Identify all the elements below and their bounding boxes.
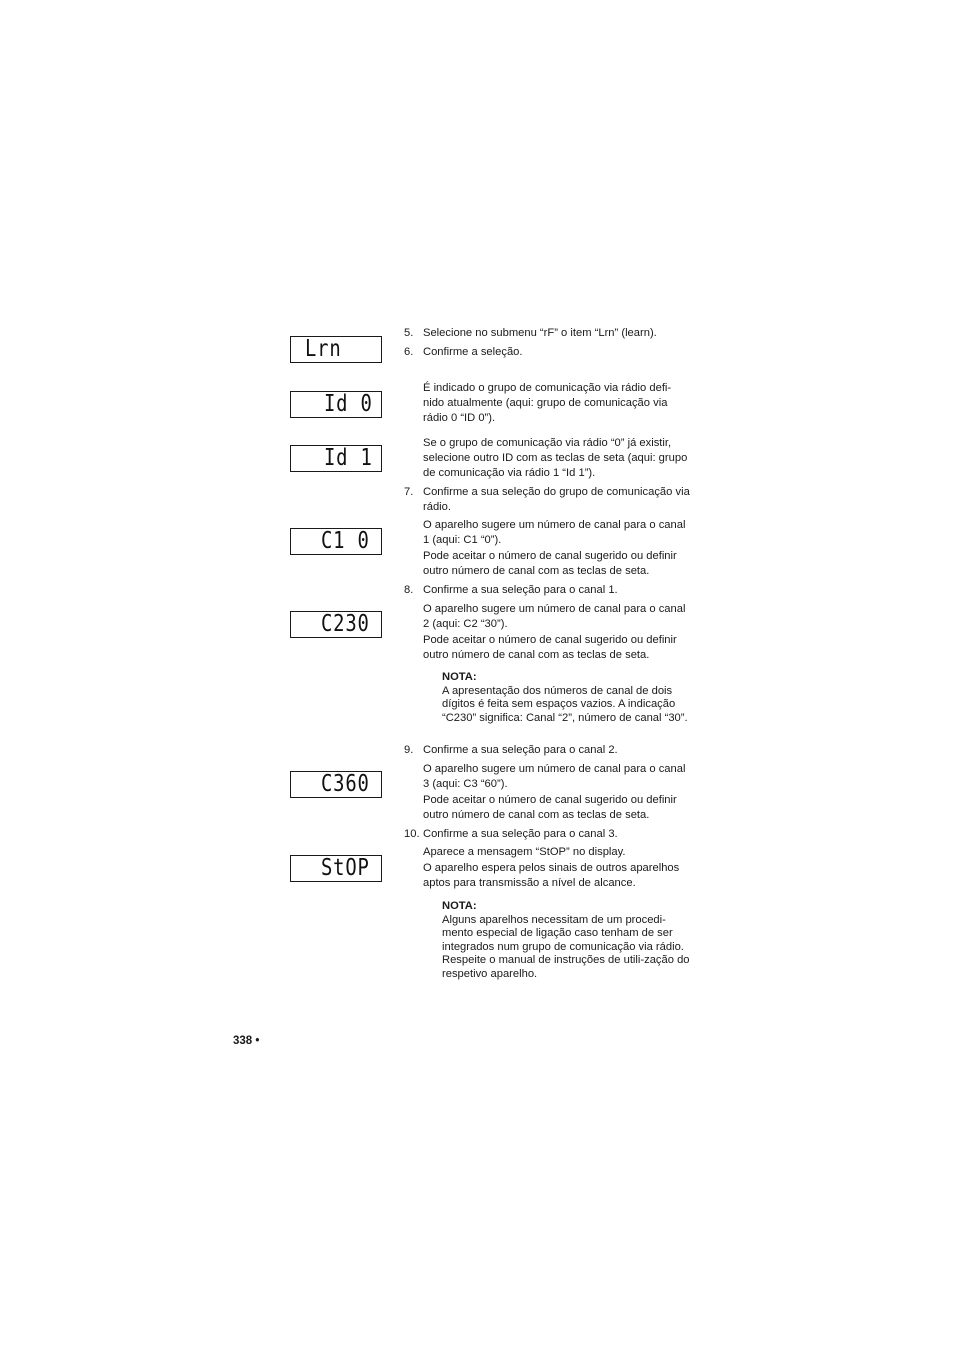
note-box <box>442 671 692 725</box>
step-text: Confirme a sua seleção para o canal 3. <box>423 828 618 840</box>
paragraph: O aparelho sugere um número de canal para o canal 1 (aqui: C1 “0”). <box>423 519 686 547</box>
paragraph: O aparelho espera pelos sinais de outros aparelhos aptos para transmissão a nível de alcance. <box>423 862 680 890</box>
lcd-text: StOP <box>321 855 370 881</box>
lcd-display-id1 <box>290 445 382 472</box>
note-heading: NOTA: <box>442 671 477 683</box>
note-text: A apresentação dos números de canal de dois dígitos é feita sem espaços vazios. A indicação “C230” significa: Canal “2”, número de canal “30”. <box>442 684 688 724</box>
paragraph: Se o grupo de comunicação via rádio “0” já existir, selecione outro ID com as teclas de seta (aqui: grupo de comunicação via rádio 1 “Id 1”). <box>423 437 688 480</box>
paragraph: Aparece a mensagem “StOP” no display. <box>423 846 626 858</box>
lcd-display-stop <box>290 855 382 882</box>
lcd-text: C1 0 <box>321 528 370 554</box>
note-heading: NOTA: <box>442 900 477 912</box>
step-text: Confirme a sua seleção para o canal 1. <box>423 584 618 596</box>
paragraph: Pode aceitar o número de canal sugerido ou definir outro número de canal com as teclas de seta. <box>423 794 677 822</box>
note-box <box>442 900 692 982</box>
lcd-text: Id 0 <box>324 391 373 417</box>
paragraph: O aparelho sugere um número de canal para o canal 3 (aqui: C3 “60”). <box>423 763 686 791</box>
step-number: 8. <box>404 584 414 596</box>
step-text: Confirme a sua seleção do grupo de comunicação via rádio. <box>423 486 690 514</box>
step-number: 7. <box>404 486 414 498</box>
page-number: 338 • <box>233 1035 260 1047</box>
step-number: 5. <box>404 327 414 339</box>
paragraph: É indicado o grupo de comunicação via rádio defi-nido atualmente (aqui: grupo de comunicação via rádio 0 “ID 0”). <box>423 382 672 425</box>
paragraph: Pode aceitar o número de canal sugerido ou definir outro número de canal com as teclas de seta. <box>423 550 677 578</box>
step-number: 10. <box>404 828 420 840</box>
step-text: Confirme a seleção. <box>423 346 523 358</box>
lcd-display-lrn <box>290 336 382 363</box>
lcd-text: C230 <box>321 611 370 637</box>
step-number: 9. <box>404 744 414 756</box>
lcd-display-c360 <box>290 771 382 798</box>
lcd-text: Lrn <box>305 336 342 362</box>
paragraph: O aparelho sugere um número de canal para o canal 2 (aqui: C2 “30”). <box>423 603 686 631</box>
lcd-text: C360 <box>321 771 370 797</box>
note-text: Alguns aparelhos necessitam de um procedi-mento especial de ligação caso tenham de ser integrados num grupo de comunicação via rádio. Respeite o manual de instruções de utili-zação do respetivo aparelho. <box>442 913 690 980</box>
lcd-display-c10 <box>290 528 382 555</box>
paragraph: Pode aceitar o número de canal sugerido ou definir outro número de canal com as teclas de seta. <box>423 634 677 662</box>
lcd-display-c230 <box>290 611 382 638</box>
step-text: Selecione no submenu “rF” o item “Lrn” (learn). <box>423 327 657 339</box>
lcd-text: Id 1 <box>324 445 373 471</box>
lcd-display-id0 <box>290 391 382 418</box>
step-text: Confirme a sua seleção para o canal 2. <box>423 744 618 756</box>
step-number: 6. <box>404 346 414 358</box>
